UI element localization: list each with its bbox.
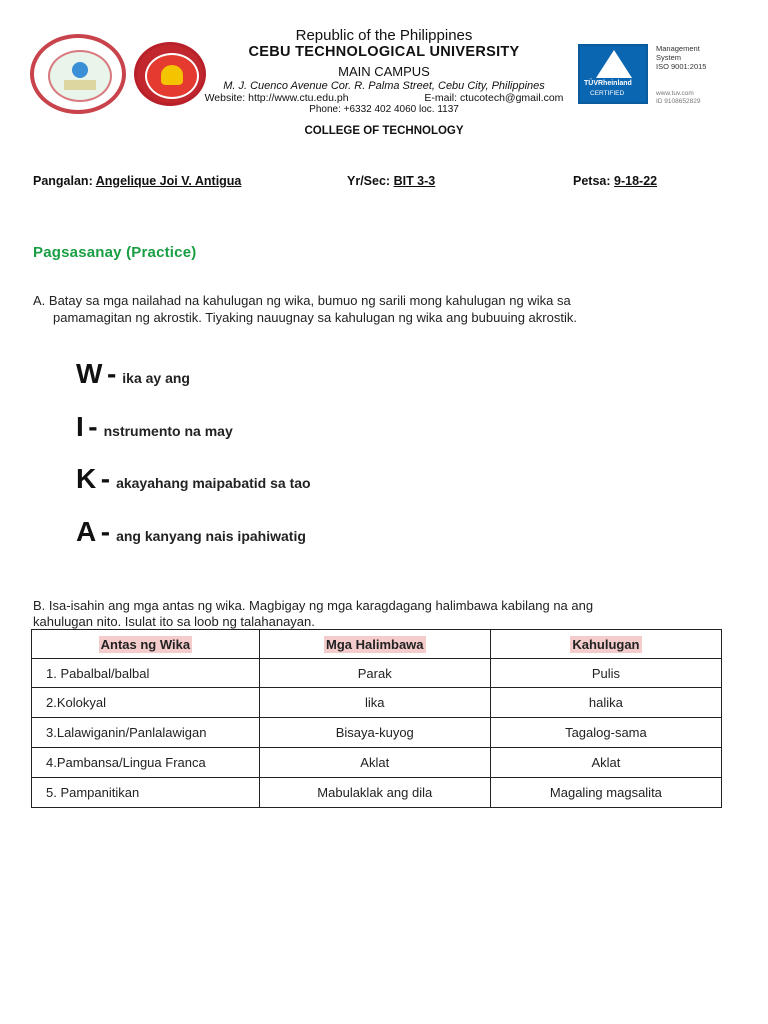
header-university: CEBU TECHNOLOGICAL UNIVERSITY bbox=[248, 44, 520, 60]
acrostic-row-w bbox=[76, 358, 190, 390]
header-kahulugan bbox=[490, 630, 721, 659]
table-row bbox=[32, 778, 722, 808]
cell-halimbawa: Aklat bbox=[259, 748, 490, 778]
yrsec-value: BIT 3-3 bbox=[393, 174, 436, 188]
header-antas bbox=[32, 630, 260, 659]
acrostic-row-a bbox=[76, 516, 306, 548]
part-b-instruction-line1: B. Isa-isahin ang mga antas ng wika. Magbigay ng mga karagdagang halimbawa kabilang na ang bbox=[33, 598, 594, 613]
table-row bbox=[32, 688, 722, 718]
cell-halimbawa: Parak bbox=[259, 659, 490, 688]
part-b-instruction-line2: kahulugan nito. Isulat ito sa loob ng talahanayan. bbox=[33, 614, 315, 629]
antas-ng-wika-table bbox=[31, 629, 722, 808]
tuv-iso: ISO 9001:2015 bbox=[656, 62, 707, 71]
header-contact-line bbox=[0, 92, 768, 104]
table-row bbox=[32, 748, 722, 778]
header-address: M. J. Cuenco Avenue Cor. R. Palma Street, Cebu City, Philippines bbox=[223, 80, 545, 92]
acrostic-letter: W bbox=[76, 358, 103, 389]
header-halimbawa bbox=[259, 630, 490, 659]
part-a-instruction-line1: A. Batay sa mga nailahad na kahulugan ng wika, bumuo ng sarili mong kahulugan ng wika sa bbox=[33, 293, 571, 308]
part-a-instruction-line2: pamamagitan ng akrostik. Tiyaking nauugnay sa kahulugan ng wika ang bubuuing akrostik. bbox=[53, 310, 577, 325]
cell-kahulugan: Magaling magsalita bbox=[490, 778, 721, 808]
tuv-certification-badge bbox=[578, 44, 648, 104]
header-website: Website: http://www.ctu.edu.ph bbox=[204, 92, 349, 104]
acrostic-dash: - bbox=[88, 411, 98, 442]
cell-kahulugan: Tagalog-sama bbox=[490, 718, 721, 748]
cell-halimbawa: Mabulaklak ang dila bbox=[259, 778, 490, 808]
cell-antas: 2.Kolokyal bbox=[32, 688, 260, 718]
cell-antas: 3.Lalawiganin/Panlalawigan bbox=[32, 718, 260, 748]
header-campus: MAIN CAMPUS bbox=[338, 64, 430, 79]
header-halimbawa-label: Mga Halimbawa bbox=[325, 636, 424, 652]
cell-antas: 4.Pambansa/Lingua Franca bbox=[32, 748, 260, 778]
cell-kahulugan: Aklat bbox=[490, 748, 721, 778]
acrostic-row-k bbox=[76, 463, 311, 495]
cell-antas: 5. Pampanitikan bbox=[32, 778, 260, 808]
tuv-system: System bbox=[656, 53, 682, 62]
cell-halimbawa: lika bbox=[259, 688, 490, 718]
table-row bbox=[32, 718, 722, 748]
practice-heading: Pagsasanay (Practice) bbox=[33, 244, 197, 261]
student-name-field bbox=[33, 174, 241, 188]
header-phone: Phone: +6332 402 4060 loc. 1137 bbox=[309, 104, 459, 115]
tuv-www: www.tuv.com bbox=[656, 90, 694, 97]
header-email: E-mail: ctucotech@gmail.com bbox=[424, 92, 564, 104]
cell-kahulugan: halika bbox=[490, 688, 721, 718]
tuv-id: ID 9108652829 bbox=[656, 98, 701, 105]
tuv-certified: CERTIFIED bbox=[590, 90, 625, 97]
name-value: Angelique Joi V. Antigua bbox=[95, 174, 242, 188]
header-college: COLLEGE OF TECHNOLOGY bbox=[304, 125, 464, 137]
acrostic-text: ang kanyang nais ipahiwatig bbox=[116, 528, 306, 544]
table-header-row bbox=[32, 630, 722, 659]
cell-halimbawa: Bisaya-kuyog bbox=[259, 718, 490, 748]
name-label: Pangalan: bbox=[33, 174, 93, 188]
student-date-field bbox=[573, 174, 657, 188]
table-row bbox=[32, 659, 722, 688]
acrostic-dash: - bbox=[106, 358, 117, 389]
date-label: Petsa: bbox=[573, 174, 611, 188]
acrostic-letter: K bbox=[76, 463, 97, 494]
header-antas-label: Antas ng Wika bbox=[100, 636, 191, 652]
acrostic-text: ika ay ang bbox=[122, 370, 190, 386]
cell-kahulugan: Pulis bbox=[490, 659, 721, 688]
acrostic-text: akayahang maipabatid sa tao bbox=[116, 475, 311, 491]
tuv-triangle-icon bbox=[596, 50, 632, 78]
acrostic-row-i bbox=[76, 411, 233, 443]
header-republic: Republic of the Philippines bbox=[295, 27, 473, 44]
acrostic-letter: A bbox=[76, 516, 97, 547]
student-yrsec-field bbox=[347, 174, 435, 188]
header-kahulugan-label: Kahulugan bbox=[572, 636, 640, 652]
acrostic-dash: - bbox=[100, 516, 111, 547]
yrsec-label: Yr/Sec: bbox=[347, 174, 391, 188]
date-value: 9-18-22 bbox=[614, 174, 658, 188]
tuv-management: Management bbox=[656, 44, 700, 53]
acrostic-letter: I bbox=[76, 411, 85, 442]
tuv-brand: TÜVRheinland bbox=[584, 80, 632, 87]
acrostic-dash: - bbox=[100, 463, 111, 494]
cell-antas: 1. Pabalbal/balbal bbox=[32, 659, 260, 688]
acrostic-text: nstrumento na may bbox=[103, 423, 233, 439]
